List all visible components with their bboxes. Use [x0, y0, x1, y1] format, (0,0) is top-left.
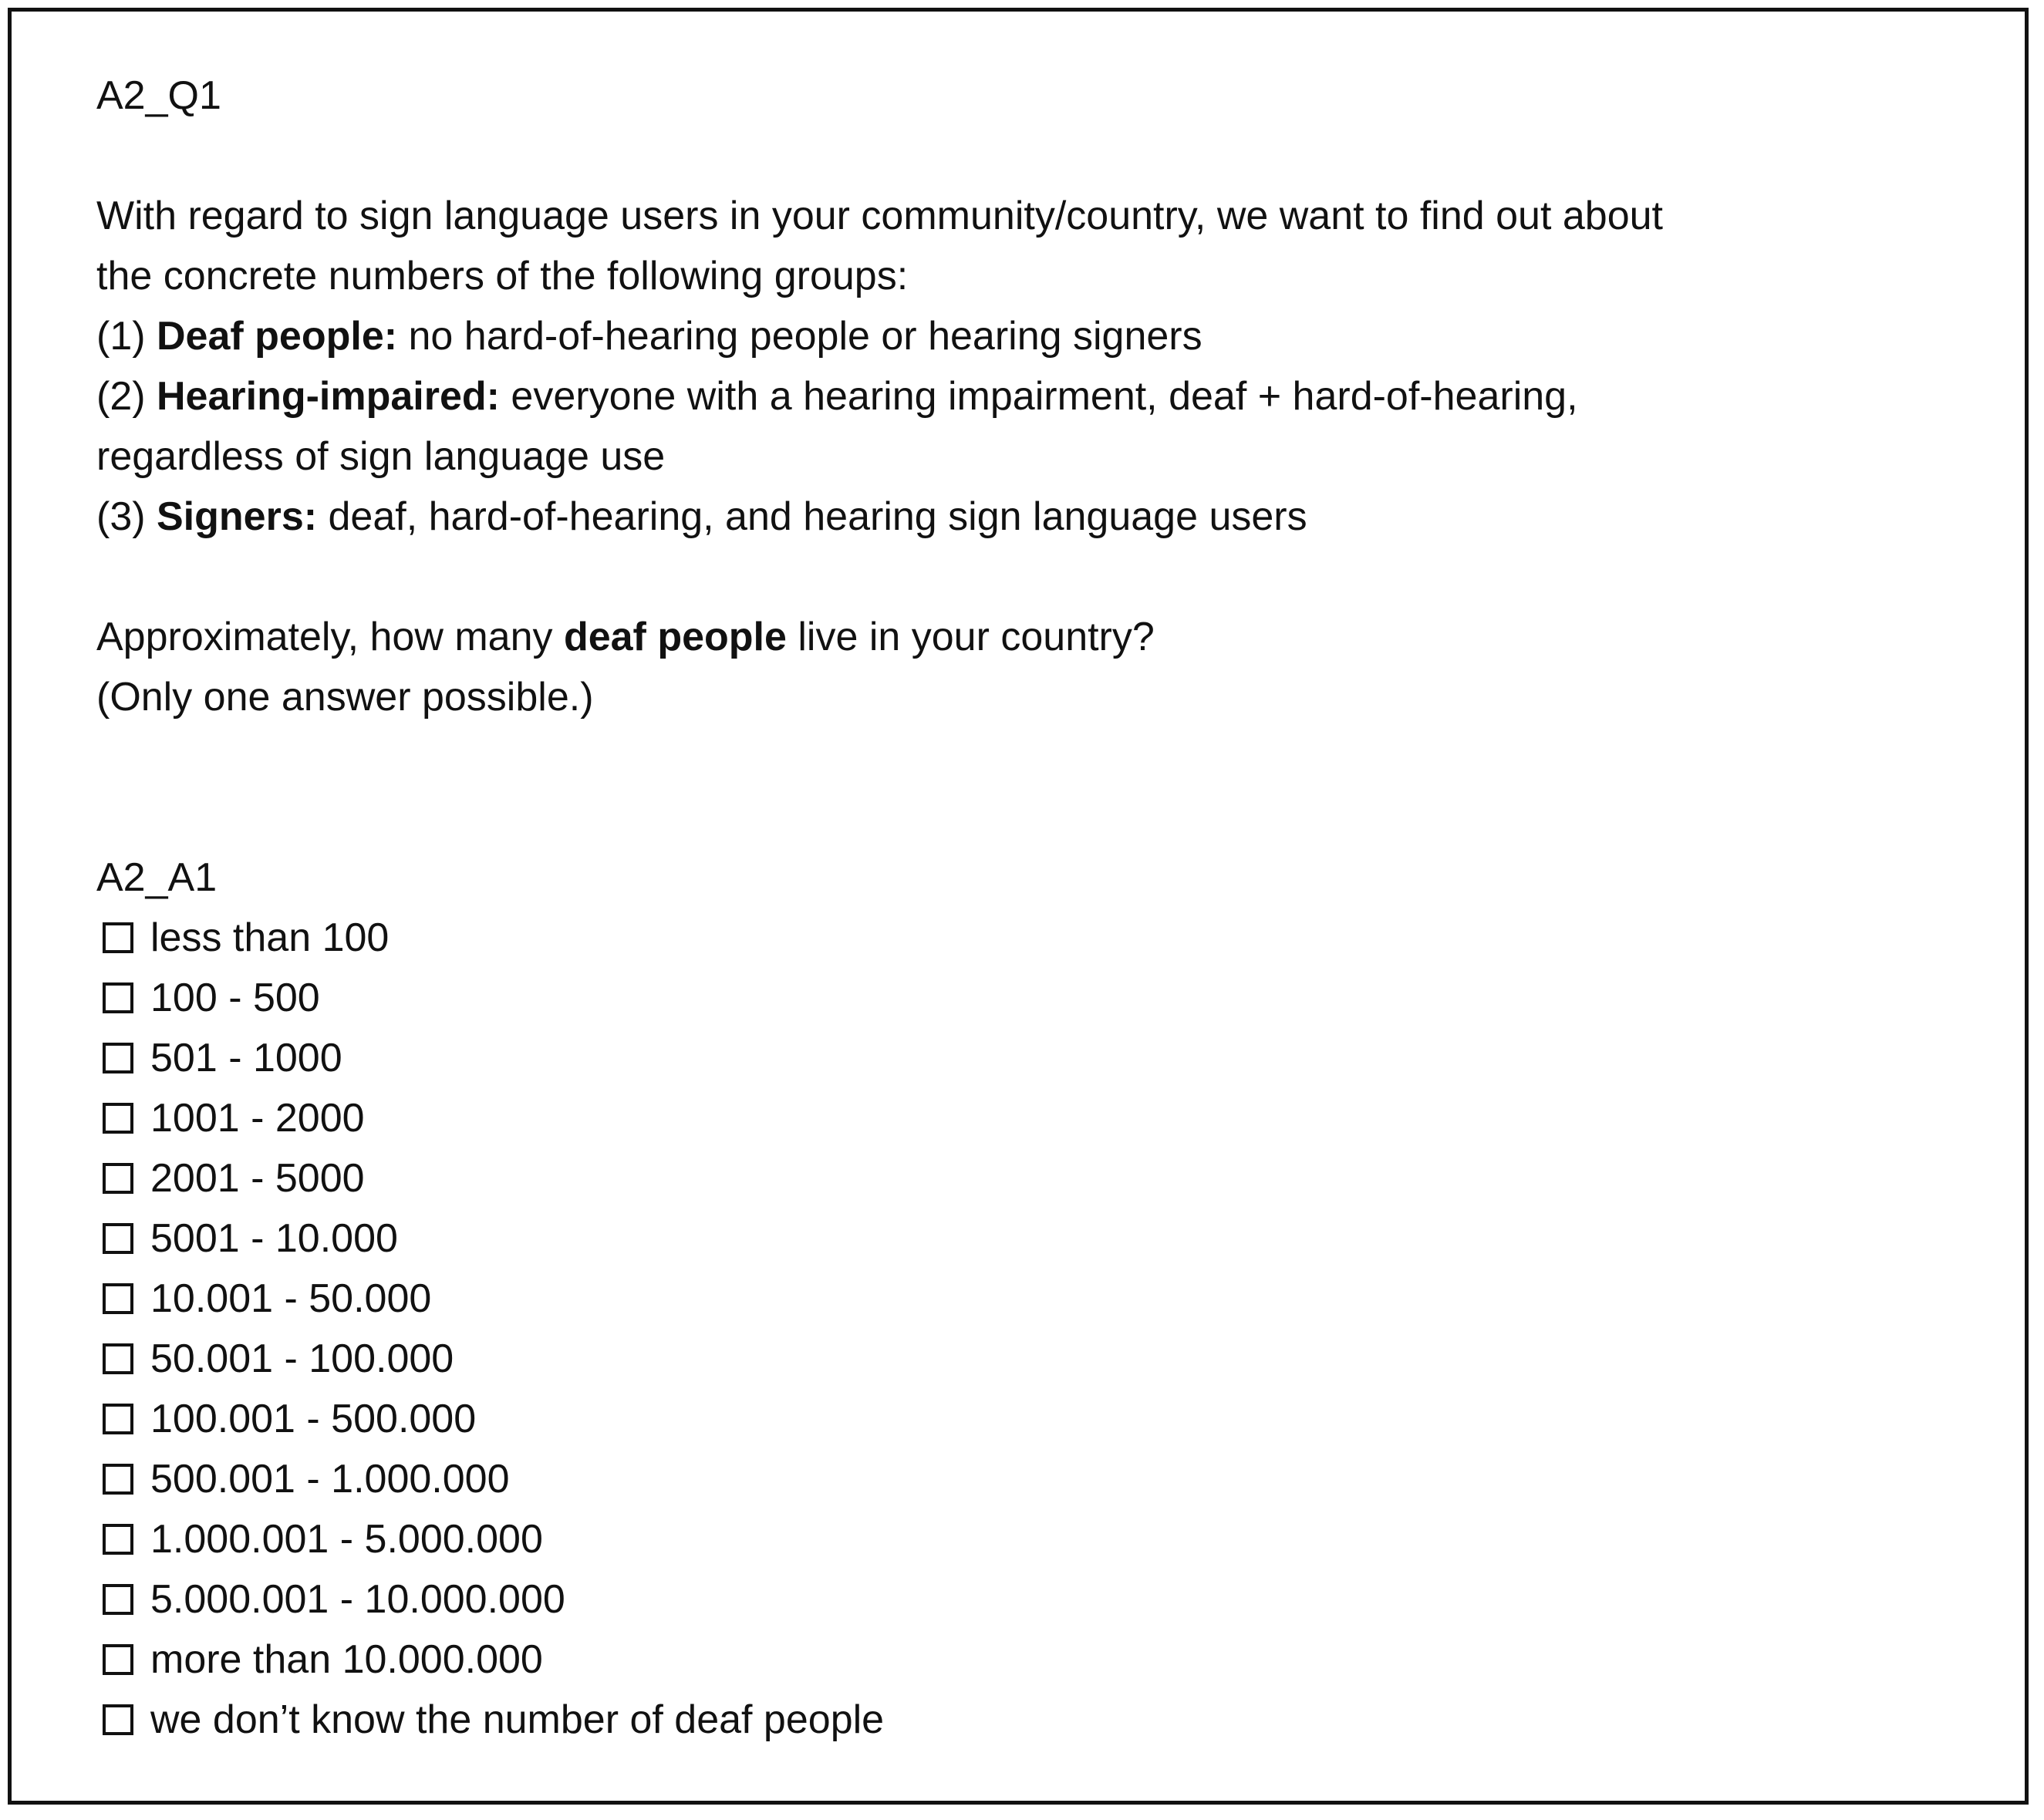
option-label: 5001 - 10.000 — [150, 1216, 398, 1261]
answer-options-list — [96, 908, 1948, 1750]
checkbox[interactable] — [103, 922, 133, 953]
answer-option[interactable] — [96, 1690, 1948, 1750]
answer-option[interactable] — [96, 1329, 1948, 1389]
option-label: 100 - 500 — [150, 976, 320, 1020]
option-label: 1.000.001 - 5.000.000 — [150, 1517, 543, 1562]
checkbox[interactable] — [103, 1043, 133, 1073]
intro-text-line-2: the concrete numbers of the following groups: — [96, 254, 909, 298]
option-label: 501 - 1000 — [150, 1036, 342, 1080]
group-hearing-impaired — [96, 366, 1948, 426]
group-number: (1) — [96, 314, 157, 359]
answer-option[interactable] — [96, 1148, 1948, 1208]
option-label: 100.001 - 500.000 — [150, 1397, 477, 1441]
question-id: A2_Q1 — [96, 73, 221, 118]
document-frame — [8, 8, 2029, 1805]
intro-text-line-1: With regard to sign language users in your community/country, we want to find out about — [96, 194, 1663, 238]
checkbox[interactable] — [103, 1644, 133, 1675]
answer-option[interactable] — [96, 1509, 1948, 1569]
checkbox[interactable] — [103, 1584, 133, 1615]
group-term: Deaf people: — [157, 314, 398, 359]
group-term: Hearing-impaired: — [157, 374, 500, 419]
checkbox[interactable] — [103, 1163, 133, 1194]
answer-option[interactable] — [96, 1208, 1948, 1269]
group-signers — [96, 487, 1948, 547]
question-prompt — [96, 607, 1948, 667]
option-label: 1001 - 2000 — [150, 1096, 365, 1141]
prompt-text-end: live in your country? — [786, 615, 1155, 659]
answer-option[interactable] — [96, 1630, 1948, 1690]
group-number: (3) — [96, 494, 157, 539]
answer-option[interactable] — [96, 968, 1948, 1028]
prompt-emphasis: deaf people — [563, 615, 787, 659]
answer-option[interactable] — [96, 1269, 1948, 1329]
answer-option[interactable] — [96, 1449, 1948, 1509]
option-label: 10.001 - 50.000 — [150, 1276, 432, 1321]
checkbox[interactable] — [103, 1704, 133, 1735]
checkbox[interactable] — [103, 1464, 133, 1495]
group-definition: no hard-of-hearing people or hearing signers — [397, 314, 1202, 359]
answer-option[interactable] — [96, 1088, 1948, 1148]
option-label: more than 10.000.000 — [150, 1637, 543, 1682]
survey-content — [96, 66, 1948, 1750]
answer-instruction: (Only one answer possible.) — [96, 675, 594, 720]
group-definition: deaf, hard-of-hearing, and hearing sign language users — [317, 494, 1307, 539]
option-label: 500.001 - 1.000.000 — [150, 1457, 510, 1502]
option-label: 5.000.001 - 10.000.000 — [150, 1577, 565, 1622]
option-label: 50.001 - 100.000 — [150, 1336, 454, 1381]
group-deaf-people — [96, 306, 1948, 366]
group-definition-continued: regardless of sign language use — [96, 434, 666, 479]
answer-option[interactable] — [96, 908, 1948, 968]
answer-id: A2_A1 — [96, 855, 218, 900]
answer-option[interactable] — [96, 1569, 1948, 1630]
checkbox[interactable] — [103, 1283, 133, 1314]
group-number: (2) — [96, 374, 157, 419]
checkbox[interactable] — [103, 1404, 133, 1434]
checkbox[interactable] — [103, 982, 133, 1013]
answer-option[interactable] — [96, 1389, 1948, 1449]
prompt-text: Approximately, how many — [96, 615, 564, 659]
checkbox[interactable] — [103, 1223, 133, 1254]
checkbox[interactable] — [103, 1103, 133, 1134]
option-label: we don’t know the number of deaf people — [150, 1697, 885, 1742]
group-term: Signers: — [157, 494, 318, 539]
checkbox[interactable] — [103, 1343, 133, 1374]
group-definition: everyone with a hearing impairment, deaf + hard-of-hearing, — [499, 374, 1578, 419]
checkbox[interactable] — [103, 1524, 133, 1555]
option-label: less than 100 — [150, 915, 390, 960]
answer-option[interactable] — [96, 1028, 1948, 1088]
option-label: 2001 - 5000 — [150, 1156, 365, 1201]
